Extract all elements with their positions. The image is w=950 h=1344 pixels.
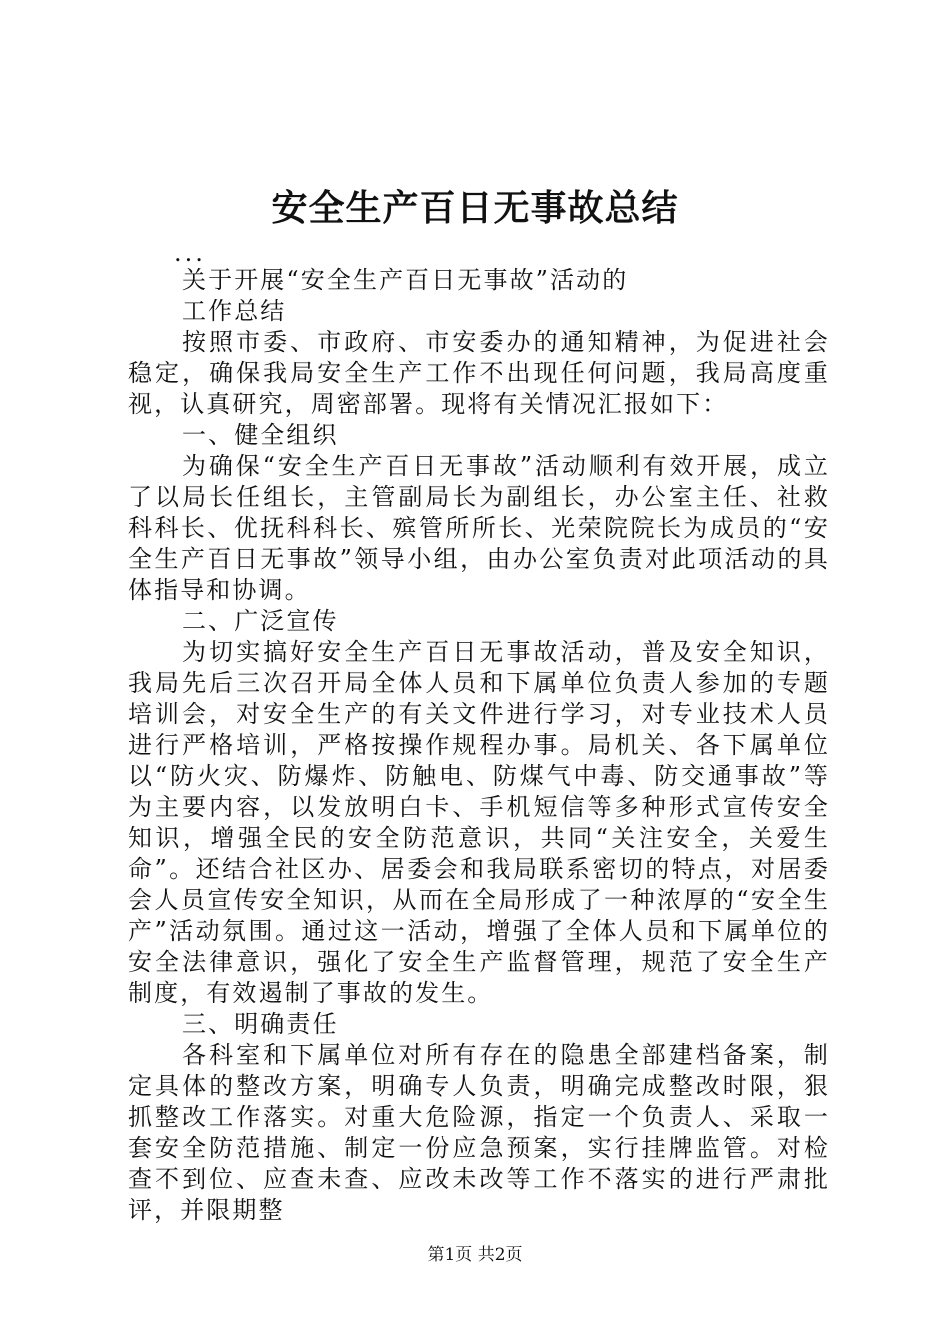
section-heading-publicity: 二、广泛宣传: [182, 607, 339, 635]
heading-line-2: 工作总结: [182, 297, 287, 325]
page-footer: 第1页 共2页: [427, 1245, 523, 1265]
document-title: 安全生产百日无事故总结: [271, 187, 679, 229]
section-heading-organization: 一、健全组织: [182, 421, 339, 449]
paragraph-intro: 按照市委、市政府、市安委办的通知精神，为促进社会稳定，确保我局安全生产工作不出现任何问题，我局高度重视，认真研究，周密部署。现将有关情况汇报如下：: [128, 328, 830, 418]
paragraph-publicity: 为切实搞好安全生产百日无事故活动，普及安全知识，我局先后三次召开局全体人员和下属单位负责人参加的专题培训会，对安全生产的有关文件进行学习，对专业技术人员进行严格培训，严格按操作规程办事。局机关、各下属单位以“防火灾、防爆炸、防触电、防煤气中毒、防交通事故”等为主要内容，以发放明白卡、手机短信等多种形式宣传安全知识，增强全民的安全防范意识，共同“关注安全，关爱生命”。还结合社区办、居委会和我局联系密切的特点，对居委会人员宣传安全知识，从而在全局形成了一种浓厚的“安全生产”活动氛围。通过这一活动，增强了全体人员和下属单位的安全法律意识，强化了安全生产监督管理，规范了安全生产制度，有效遏制了事故的发生。: [128, 638, 830, 1007]
heading-line-1: 关于开展“安全生产百日无事故”活动的: [182, 266, 629, 294]
paragraph-organization: 为确保“安全生产百日无事故”活动顺利有效开展，成立了以局长任组长，主管副局长为副组长，办公室主任、社救科科长、优抚科科长、殡管所所长、光荣院院长为成员的“安全生产百日无事故”领导小组，由办公室负责对此项活动的具体指导和协调。: [128, 452, 830, 604]
document-body: [128, 241, 830, 1226]
section-heading-responsibility: 三、明确责任: [182, 1010, 339, 1038]
paragraph-responsibility: 各科室和下属单位对所有存在的隐患全部建档备案，制定具体的整改方案，明确专人负责，明确完成整改时限，狠抓整改工作落实。对重大危险源，指定一个负责人、采取一套安全防范措施、制定一份应急预案，实行挂牌监管。对检查不到位、应查未查、应改未改等工作不落实的进行严肃批评，并限期整: [128, 1041, 830, 1224]
ellipsis-line: ...: [174, 239, 206, 267]
